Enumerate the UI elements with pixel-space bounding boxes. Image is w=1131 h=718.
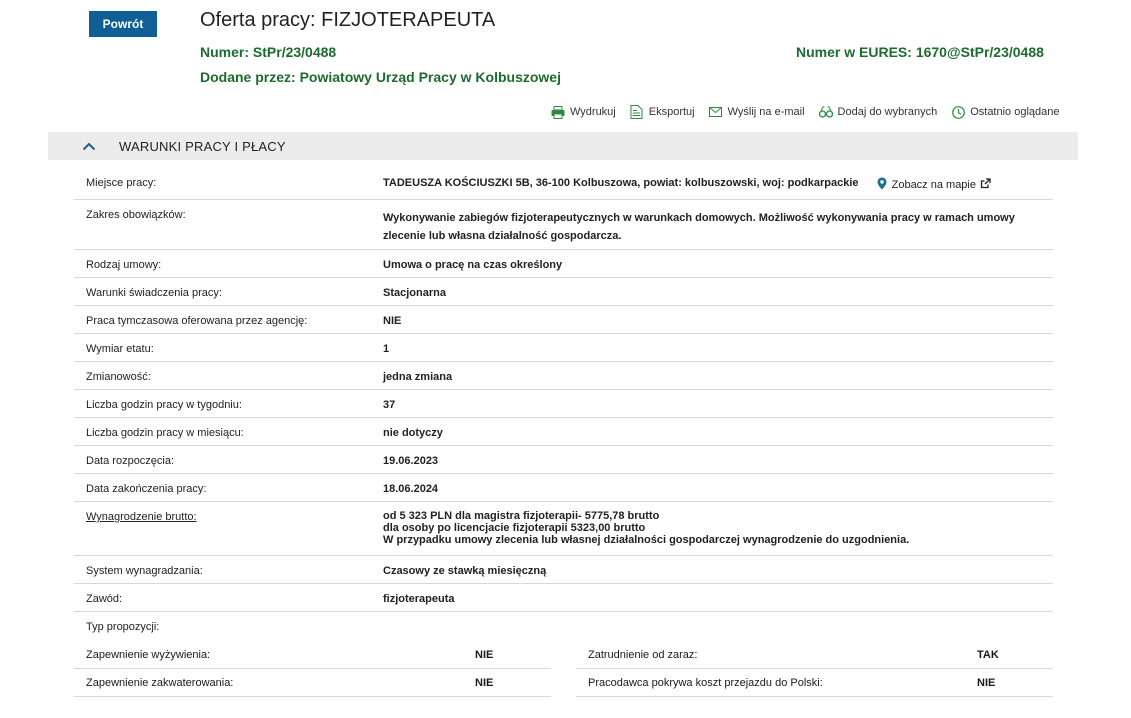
- eures-number-value: 1670@StPr/23/0488: [915, 44, 1044, 60]
- recently-viewed-label: Ostatnio oglądane: [970, 106, 1060, 118]
- detail-value: 37: [383, 399, 396, 411]
- section-toggle-work-conditions[interactable]: [48, 132, 1078, 160]
- back-button[interactable]: Powrót: [89, 11, 157, 37]
- detail-value: NIE: [383, 315, 402, 327]
- export-icon: [630, 105, 644, 119]
- detail-value: 1: [383, 343, 390, 355]
- detail-row-place: [74, 168, 1053, 200]
- salary-label[interactable]: Wynagrodzenie brutto:: [86, 511, 197, 523]
- clock-icon: [951, 105, 965, 119]
- eures-number: [796, 44, 1044, 60]
- salary-line-3: W przypadku umowy zlecenia lub własnej działalności gospodarczej wynagrodzenie do uzgodnienia.: [383, 534, 910, 546]
- added-by-value: Powiatowy Urząd Pracy w Kolbuszowej: [299, 69, 561, 85]
- detail-label: Rodzaj umowy:: [86, 259, 162, 271]
- proposal-label: Zapewnienie wyżywienia:: [86, 648, 211, 661]
- proposal-label: Zatrudnienie od zaraz:: [588, 648, 698, 661]
- detail-label: [74, 502, 372, 555]
- proposal-value: NIE: [977, 676, 996, 689]
- detail-value: nie dotyczy: [383, 427, 443, 439]
- detail-label: Miejsce pracy:: [86, 177, 157, 189]
- detail-value: jedna zmiana: [383, 371, 453, 383]
- detail-row-profession: [74, 584, 1053, 612]
- section-title: WARUNKI PRACY I PŁACY: [119, 138, 286, 154]
- detail-row-shifts: [74, 362, 1053, 390]
- detail-value: [372, 502, 1053, 555]
- detail-label: Warunki świadczenia pracy:: [86, 287, 222, 299]
- add-to-favorites-label: Dodaj do wybranych: [837, 106, 938, 118]
- detail-value: Wykonywanie zabiegów fizjoterapeutycznych w warunkach domowych. Możliwość wykonywania pracy w ramach umowy zlecenie lub własna działalność gospodarcza.: [383, 212, 1015, 242]
- email-label: Wyślij na e-mail: [727, 106, 805, 118]
- print-label: Wydrukuj: [570, 106, 616, 118]
- detail-value: Czasowy ze stawką miesięczną: [383, 565, 547, 577]
- proposal-row-travel: [576, 669, 1053, 697]
- map-pin-icon: [877, 177, 887, 193]
- proposal-value: NIE: [475, 676, 494, 689]
- detail-value: Umowa o pracę na czas określony: [383, 259, 563, 271]
- detail-row-duties: [74, 200, 1053, 250]
- detail-label: System wynagradzania:: [86, 565, 203, 577]
- add-to-favorites-action[interactable]: [819, 105, 938, 119]
- offer-number-label: Numer:: [200, 44, 250, 60]
- proposal-row-housing: [74, 669, 551, 697]
- detail-row-conditions: [74, 278, 1053, 306]
- detail-row-contract: [74, 250, 1053, 278]
- detail-label: Liczba godzin pracy w miesiącu:: [86, 427, 244, 439]
- detail-label: Zmianowość:: [86, 371, 151, 383]
- proposal-label: Pracodawca pokrywa koszt przejazdu do Polski:: [588, 676, 823, 689]
- external-link-icon: [980, 178, 991, 192]
- detail-row-end-date: [74, 474, 1053, 502]
- print-action[interactable]: [551, 105, 616, 119]
- detail-row-fte: [74, 334, 1053, 362]
- offer-number-value: StPr/23/0488: [252, 44, 337, 60]
- detail-value: Stacjonarna: [383, 287, 446, 299]
- proposal-label: Zapewnienie zakwaterowania:: [86, 676, 234, 689]
- detail-label: Liczba godzin pracy w tygodniu:: [86, 399, 242, 411]
- action-bar: [551, 105, 1060, 119]
- salary-line-1: od 5 323 PLN dla magistra fizjoterapii- 5775,78 brutto: [383, 510, 660, 522]
- detail-row-pay-system: [74, 556, 1053, 584]
- chevron-up-icon: [81, 138, 97, 154]
- added-by-label: Dodane przez:: [200, 69, 296, 85]
- detail-value: TADEUSZA KOŚCIUSZKI 5B, 36-100 Kolbuszowa, powiat: kolbuszowski, woj: podkarpackie: [383, 177, 859, 189]
- export-action[interactable]: [630, 105, 695, 119]
- detail-label: Zakres obowiązków:: [86, 209, 186, 221]
- proposal-value: TAK: [977, 648, 999, 661]
- detail-row-hours-week: [74, 390, 1053, 418]
- map-link[interactable]: [877, 177, 991, 193]
- detail-row-salary: [74, 502, 1053, 556]
- page-title: Oferta pracy: FIZJOTERAPEUTA: [200, 9, 496, 31]
- export-label: Eksportuj: [648, 106, 695, 118]
- printer-icon: [551, 105, 565, 119]
- binoculars-icon: [819, 105, 833, 119]
- detail-label: Data rozpoczęcia:: [86, 455, 175, 467]
- added-by: [200, 69, 561, 85]
- proposal-row-food: [74, 641, 551, 669]
- proposal-row-immediate: [576, 641, 1053, 669]
- detail-label: Typ propozycji:: [86, 621, 160, 633]
- recently-viewed-action[interactable]: [951, 105, 1059, 119]
- envelope-icon: [709, 105, 723, 119]
- details-table: [74, 168, 1053, 640]
- detail-label: Data zakończenia pracy:: [86, 483, 207, 495]
- detail-label: Praca tymczasowa oferowana przez agencję:: [86, 315, 308, 327]
- detail-label: Zawód:: [86, 593, 123, 605]
- detail-row-proposal-type: [74, 612, 1053, 640]
- eures-number-label: Numer w EURES:: [796, 44, 912, 60]
- email-action[interactable]: [709, 105, 805, 119]
- detail-row-start-date: [74, 446, 1053, 474]
- detail-value: 19.06.2023: [383, 455, 439, 467]
- detail-row-hours-month: [74, 418, 1053, 446]
- salary-line-2: dla osoby po licencjacie fizjoterapii 5323,00 brutto: [383, 522, 646, 534]
- detail-label: Wymiar etatu:: [86, 343, 154, 355]
- detail-value: fizjoterapeuta: [383, 593, 455, 605]
- map-link-label: Zobacz na mapie: [891, 179, 976, 191]
- proposal-value: NIE: [475, 648, 494, 661]
- offer-number: [200, 44, 336, 60]
- detail-row-temp-agency: [74, 306, 1053, 334]
- detail-value: 18.06.2024: [383, 483, 439, 495]
